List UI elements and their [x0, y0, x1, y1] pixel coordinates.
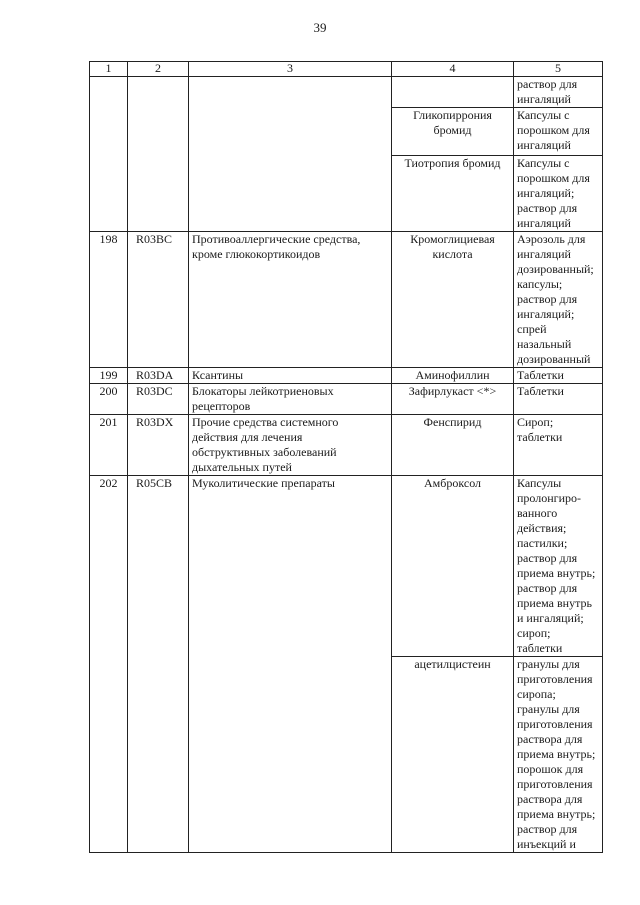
- drug-name-cell: [392, 657, 514, 853]
- form-line: приема внутрь: [517, 596, 592, 610]
- form-line: Капсулы: [517, 476, 562, 490]
- form-line: гранулы для: [517, 657, 580, 671]
- drug-name-cell: [392, 415, 514, 476]
- form-line: раствор для: [517, 77, 578, 91]
- group-cell: [189, 384, 392, 415]
- table-row: [90, 476, 603, 657]
- form-line: порошком для: [517, 171, 590, 185]
- form-line: таблетки: [517, 430, 563, 444]
- form-line: порошком для: [517, 123, 590, 137]
- form-line: раствор для: [517, 822, 578, 836]
- row-number-cell: 202: [90, 476, 128, 853]
- group-cell: [189, 476, 392, 853]
- form-line: Таблетки: [517, 384, 564, 398]
- form-line: раствор для: [517, 201, 578, 215]
- form-line: Сироп;: [517, 415, 554, 429]
- drug-name-cell: [392, 108, 514, 156]
- row-number-cell: [90, 77, 128, 232]
- group-line: Блокаторы лейкотриеновых: [192, 384, 334, 398]
- atc-code-cell: R03DX: [128, 415, 189, 476]
- form-line: Капсулы с: [517, 108, 570, 122]
- form-line: спрей: [517, 322, 547, 336]
- dosage-form-cell: [514, 368, 603, 384]
- row-number-cell: 199: [90, 368, 128, 384]
- form-line: ингаляций: [517, 138, 571, 152]
- form-line: действия;: [517, 521, 567, 535]
- form-line: гранулы для: [517, 702, 580, 716]
- form-line: таблетки: [517, 641, 563, 655]
- atc-code-cell: R03BC: [128, 232, 189, 368]
- form-line: ингаляций;: [517, 186, 575, 200]
- drug-name-cell: [392, 232, 514, 368]
- dosage-form-cell: [514, 415, 603, 476]
- form-line: назальный: [517, 337, 572, 351]
- dosage-form-cell: [514, 108, 603, 156]
- atc-code-cell: R03DC: [128, 384, 189, 415]
- group-line: дыхательных путей: [192, 460, 292, 474]
- name-line: бромид: [433, 123, 472, 137]
- group-cell: [189, 232, 392, 368]
- name-line: ацетилцистеин: [414, 657, 491, 671]
- row-number-cell: 198: [90, 232, 128, 368]
- form-line: приема внутрь;: [517, 807, 596, 821]
- form-line: ингаляций: [517, 92, 571, 106]
- form-line: пастилки;: [517, 536, 568, 550]
- form-line: раствора для: [517, 732, 583, 746]
- form-line: ванного: [517, 506, 558, 520]
- page-number: 39: [313, 20, 327, 35]
- table-row: [90, 77, 603, 108]
- form-line: Таблетки: [517, 368, 564, 382]
- form-line: дозированный: [517, 352, 591, 366]
- form-line: и ингаляций;: [517, 611, 584, 625]
- name-line: Фенспирид: [423, 415, 482, 429]
- form-line: пролонгиро-: [517, 491, 582, 505]
- row-number-cell: 201: [90, 415, 128, 476]
- table-row: [90, 384, 603, 415]
- column-header-5: 5: [514, 62, 603, 77]
- group-cell: [189, 77, 392, 232]
- form-line: сиропа;: [517, 687, 556, 701]
- form-line: Капсулы с: [517, 156, 570, 170]
- group-line: Противоаллергические средства,: [192, 232, 361, 246]
- name-line: Кромоглициевая: [410, 232, 495, 246]
- form-line: приема внутрь;: [517, 747, 596, 761]
- table-row: [90, 232, 603, 368]
- group-cell: [189, 415, 392, 476]
- drug-name-cell: [392, 368, 514, 384]
- group-cell: [189, 368, 392, 384]
- dosage-form-cell: [514, 657, 603, 853]
- form-line: порошок для: [517, 762, 584, 776]
- dosage-form-cell: [514, 384, 603, 415]
- group-line: действия для лечения: [192, 430, 303, 444]
- column-header-1: 1: [90, 62, 128, 77]
- form-line: приготовления: [517, 777, 593, 791]
- form-line: ингаляций: [517, 216, 571, 230]
- drug-name-cell: [392, 384, 514, 415]
- table-row: [90, 368, 603, 384]
- dosage-form-cell: [514, 232, 603, 368]
- dosage-form-cell: [514, 77, 603, 108]
- group-line: кроме глюкокортикоидов: [192, 247, 321, 261]
- table-header-row: [90, 62, 603, 77]
- drug-name-cell: [392, 77, 514, 108]
- form-line: раствор для: [517, 292, 578, 306]
- form-line: ингаляций: [517, 247, 571, 261]
- form-line: Аэрозоль для: [517, 232, 586, 246]
- drug-list-table: [89, 61, 603, 853]
- atc-code-cell: R05CB: [128, 476, 189, 853]
- form-line: инъекций и: [517, 837, 576, 851]
- atc-code-cell: [128, 77, 189, 232]
- name-line: Амброксол: [423, 476, 482, 490]
- table-row: [90, 415, 603, 476]
- form-line: дозированный;: [517, 262, 594, 276]
- group-line: рецепторов: [192, 399, 251, 413]
- group-line: обструктивных заболеваний: [192, 445, 337, 459]
- form-line: раствор для: [517, 551, 578, 565]
- form-line: раствор для: [517, 581, 578, 595]
- form-line: приема внутрь;: [517, 566, 596, 580]
- dosage-form-cell: [514, 156, 603, 232]
- row-number-cell: 200: [90, 384, 128, 415]
- column-header-2: 2: [128, 62, 189, 77]
- drug-name-cell: [392, 476, 514, 657]
- form-line: приготовления: [517, 672, 593, 686]
- form-line: ингаляций;: [517, 307, 575, 321]
- group-line: Ксантины: [192, 368, 244, 382]
- form-line: приготовления: [517, 717, 593, 731]
- form-line: сироп;: [517, 626, 551, 640]
- group-line: Муколитические препараты: [192, 476, 335, 490]
- name-line: Аминофиллин: [415, 368, 490, 382]
- drug-name-cell: [392, 156, 514, 232]
- form-line: раствора для: [517, 792, 583, 806]
- column-header-3: 3: [189, 62, 392, 77]
- form-line: капсулы;: [517, 277, 563, 291]
- name-line: кислота: [432, 247, 473, 261]
- name-line: Зафирлукаст <*>: [408, 384, 497, 398]
- atc-code-cell: R03DA: [128, 368, 189, 384]
- group-line: Прочие средства системного: [192, 415, 339, 429]
- name-line: Тиотропия бромид: [404, 156, 501, 170]
- name-line: Гликопиррония: [413, 108, 492, 122]
- dosage-form-cell: [514, 476, 603, 657]
- column-header-4: 4: [392, 62, 514, 77]
